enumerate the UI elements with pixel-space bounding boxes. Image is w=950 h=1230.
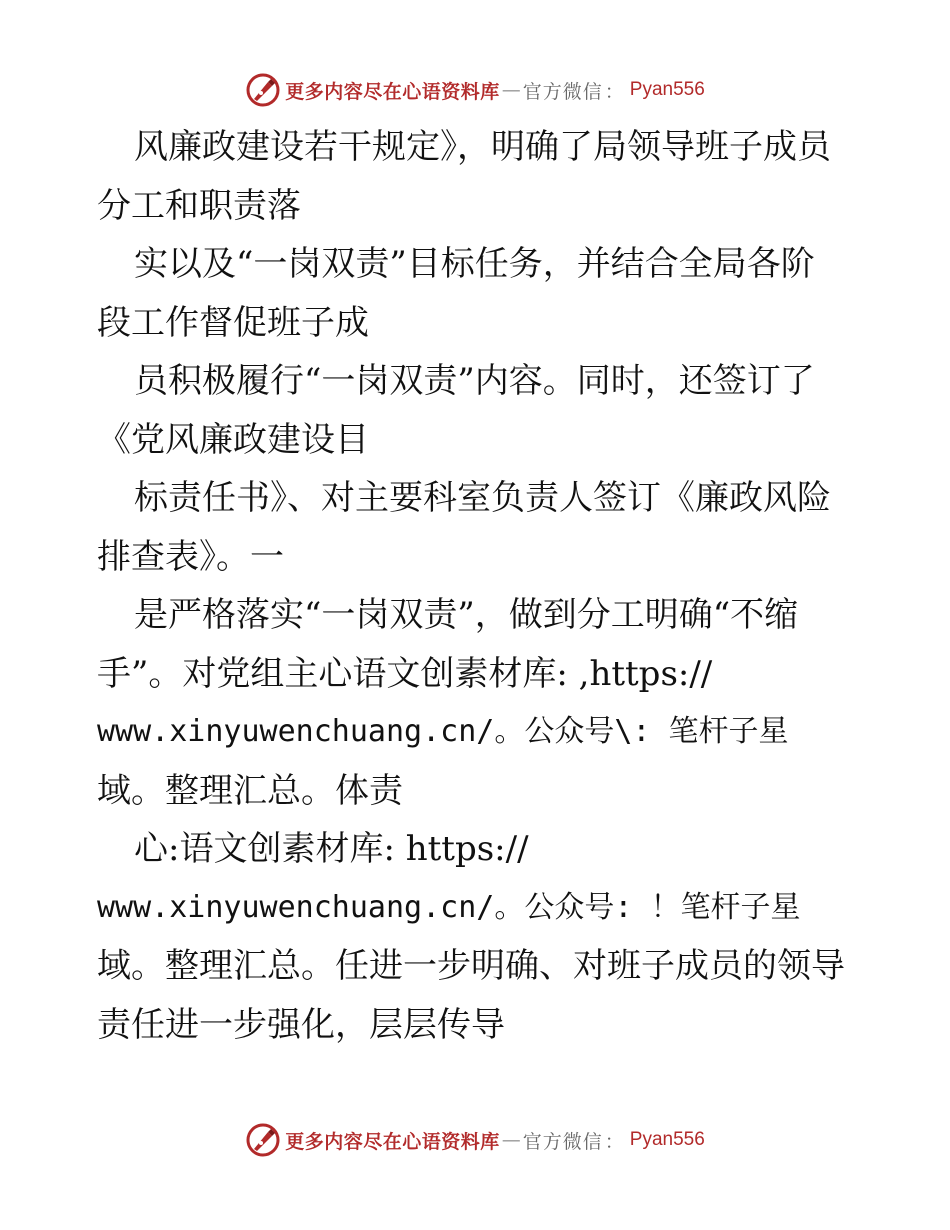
banner-label: 官方微信 xyxy=(522,1130,603,1153)
body-line: 实以及“一岗双责”目标任务，并结合全局各阶 xyxy=(134,244,815,284)
banner-label: 官方微信 xyxy=(522,80,603,103)
body-line: 排查表》。一 xyxy=(97,536,284,577)
banner-slogan: 更多内容尽在心语资料库 xyxy=(285,1130,500,1153)
banner-colon: ： xyxy=(604,80,624,103)
body-line: 《党风廉政建设目 xyxy=(97,419,369,460)
banner-dash: — xyxy=(501,1129,521,1151)
body-line: 域。整理汇总。体责 xyxy=(97,770,403,811)
header-banner xyxy=(0,70,950,110)
body-line: 标责任书》、对主要科室负责人签订《廉政风险 xyxy=(134,478,831,518)
body-line: 是严格落实“一岗双责”，做到分工明确“不缩 xyxy=(134,595,799,635)
banner-colon: ： xyxy=(604,1130,624,1153)
pen-logo-icon xyxy=(245,1122,281,1158)
body-line: 手”。对党组主心语文创素材库: ,https:// xyxy=(97,653,713,694)
body-line: www.xinyuwenchuang.cn/。公众号: ！笔杆子星 xyxy=(97,889,801,925)
body-line: 心:语文创素材库: https:// xyxy=(134,829,529,869)
body-line: www.xinyuwenchuang.cn/。公众号\: 笔杆子星 xyxy=(97,714,789,749)
body-line: 段工作督促班子成 xyxy=(97,302,369,343)
banner-wechat-id: Pyan556 xyxy=(629,79,705,100)
banner-slogan: 更多内容尽在心语资料库 xyxy=(285,80,500,103)
body-line: 分工和职责落 xyxy=(97,185,301,226)
body-line: 责任进一步强化，层层传导 xyxy=(97,1004,505,1045)
banner-wechat-id: Pyan556 xyxy=(629,1129,705,1150)
banner-dash: — xyxy=(501,79,521,101)
pen-logo-icon xyxy=(245,72,281,108)
body-line: 域。整理汇总。任进一步明确、对班子成员的领导 xyxy=(97,946,845,986)
footer-banner xyxy=(0,1120,950,1160)
body-line: 风廉政建设若干规定》，明确了局领导班子成员 xyxy=(134,127,831,167)
body-line: 员积极履行“一岗双责”内容。同时，还签订了 xyxy=(134,361,815,401)
document-body xyxy=(97,118,877,1054)
